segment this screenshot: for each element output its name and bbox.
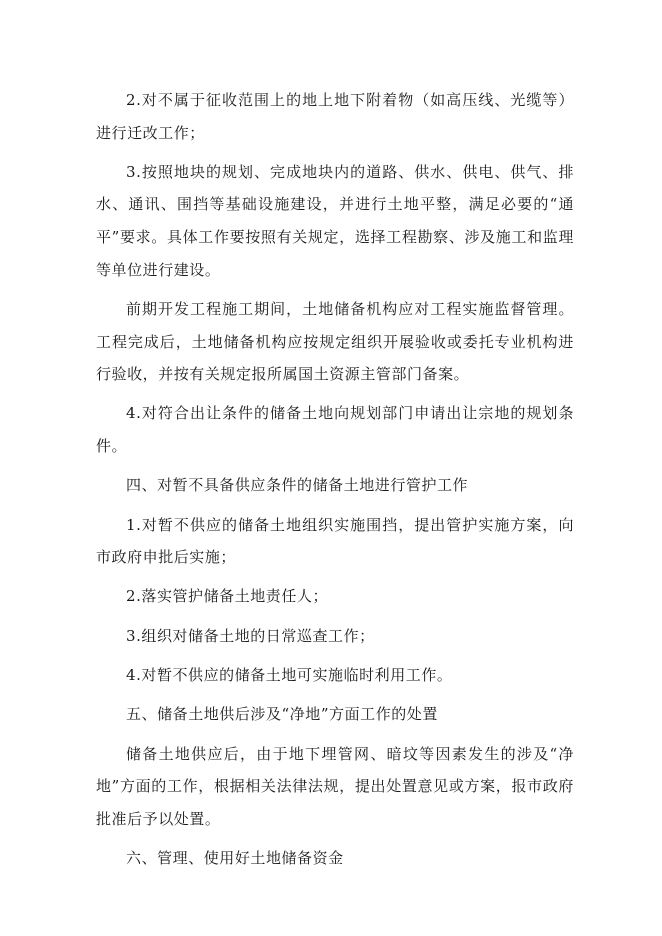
document-body	[96, 84, 574, 881]
section-heading-5: 五、储备土地供后涉及“净地”方面工作的处置	[126, 705, 438, 724]
paragraph-item-2-responsible-person: 2.落实管护储备土地责任人；	[126, 587, 329, 606]
paragraph-item-3-infrastructure: 3.按照地块的规划、完成地块内的道路、供水、供电、供气、排水、通讯、围挡等基础设施建设，并进行土地平整，满足必要的“通平”要求。具体工作要按照有关规定，选择工程勘察、涉及施工和监理等单位进行建设。	[96, 162, 574, 279]
paragraph-item-4-temporary-use: 4.对暂不供应的储备土地可实施临时利用工作。	[126, 666, 453, 684]
paragraph-post-supply-handling: 储备土地供应后，由于地下埋管网、暗坟等因素发生的涉及“净地”方面的工作，根据相关法律法规，提出处置意见或方案，报市政府批准后予以处置。	[96, 744, 574, 828]
paragraph-item-3-inspection: 3.组织对储备土地的日常巡查工作；	[126, 626, 375, 645]
paragraph-construction-supervision: 前期开发工程施工期间，土地储备机构应对工程实施监督管理。工程完成后，土地储备机构应按规定组织开展验收或委托专业机构进行验收，并按有关规定报所属国土资源主管部门备案。	[96, 299, 574, 384]
section-heading-6: 六、管理、使用好土地储备资金	[126, 849, 344, 868]
paragraph-item-1-fencing: 1.对暂不供应的储备土地组织实施围挡，提出管护实施方案，向市政府申批后实施；	[96, 515, 574, 567]
paragraph-item-2-relocation: 2.对不属于征收范围上的地上地下附着物（如高压线、光缆等）进行迁改工作；	[96, 91, 574, 142]
section-heading-4: 四、对暂不具备供应条件的储备土地进行管护工作	[126, 476, 469, 495]
paragraph-item-4-planning: 4.对符合出让条件的储备土地向规划部门申请出让宗地的规划条件。	[96, 404, 574, 455]
